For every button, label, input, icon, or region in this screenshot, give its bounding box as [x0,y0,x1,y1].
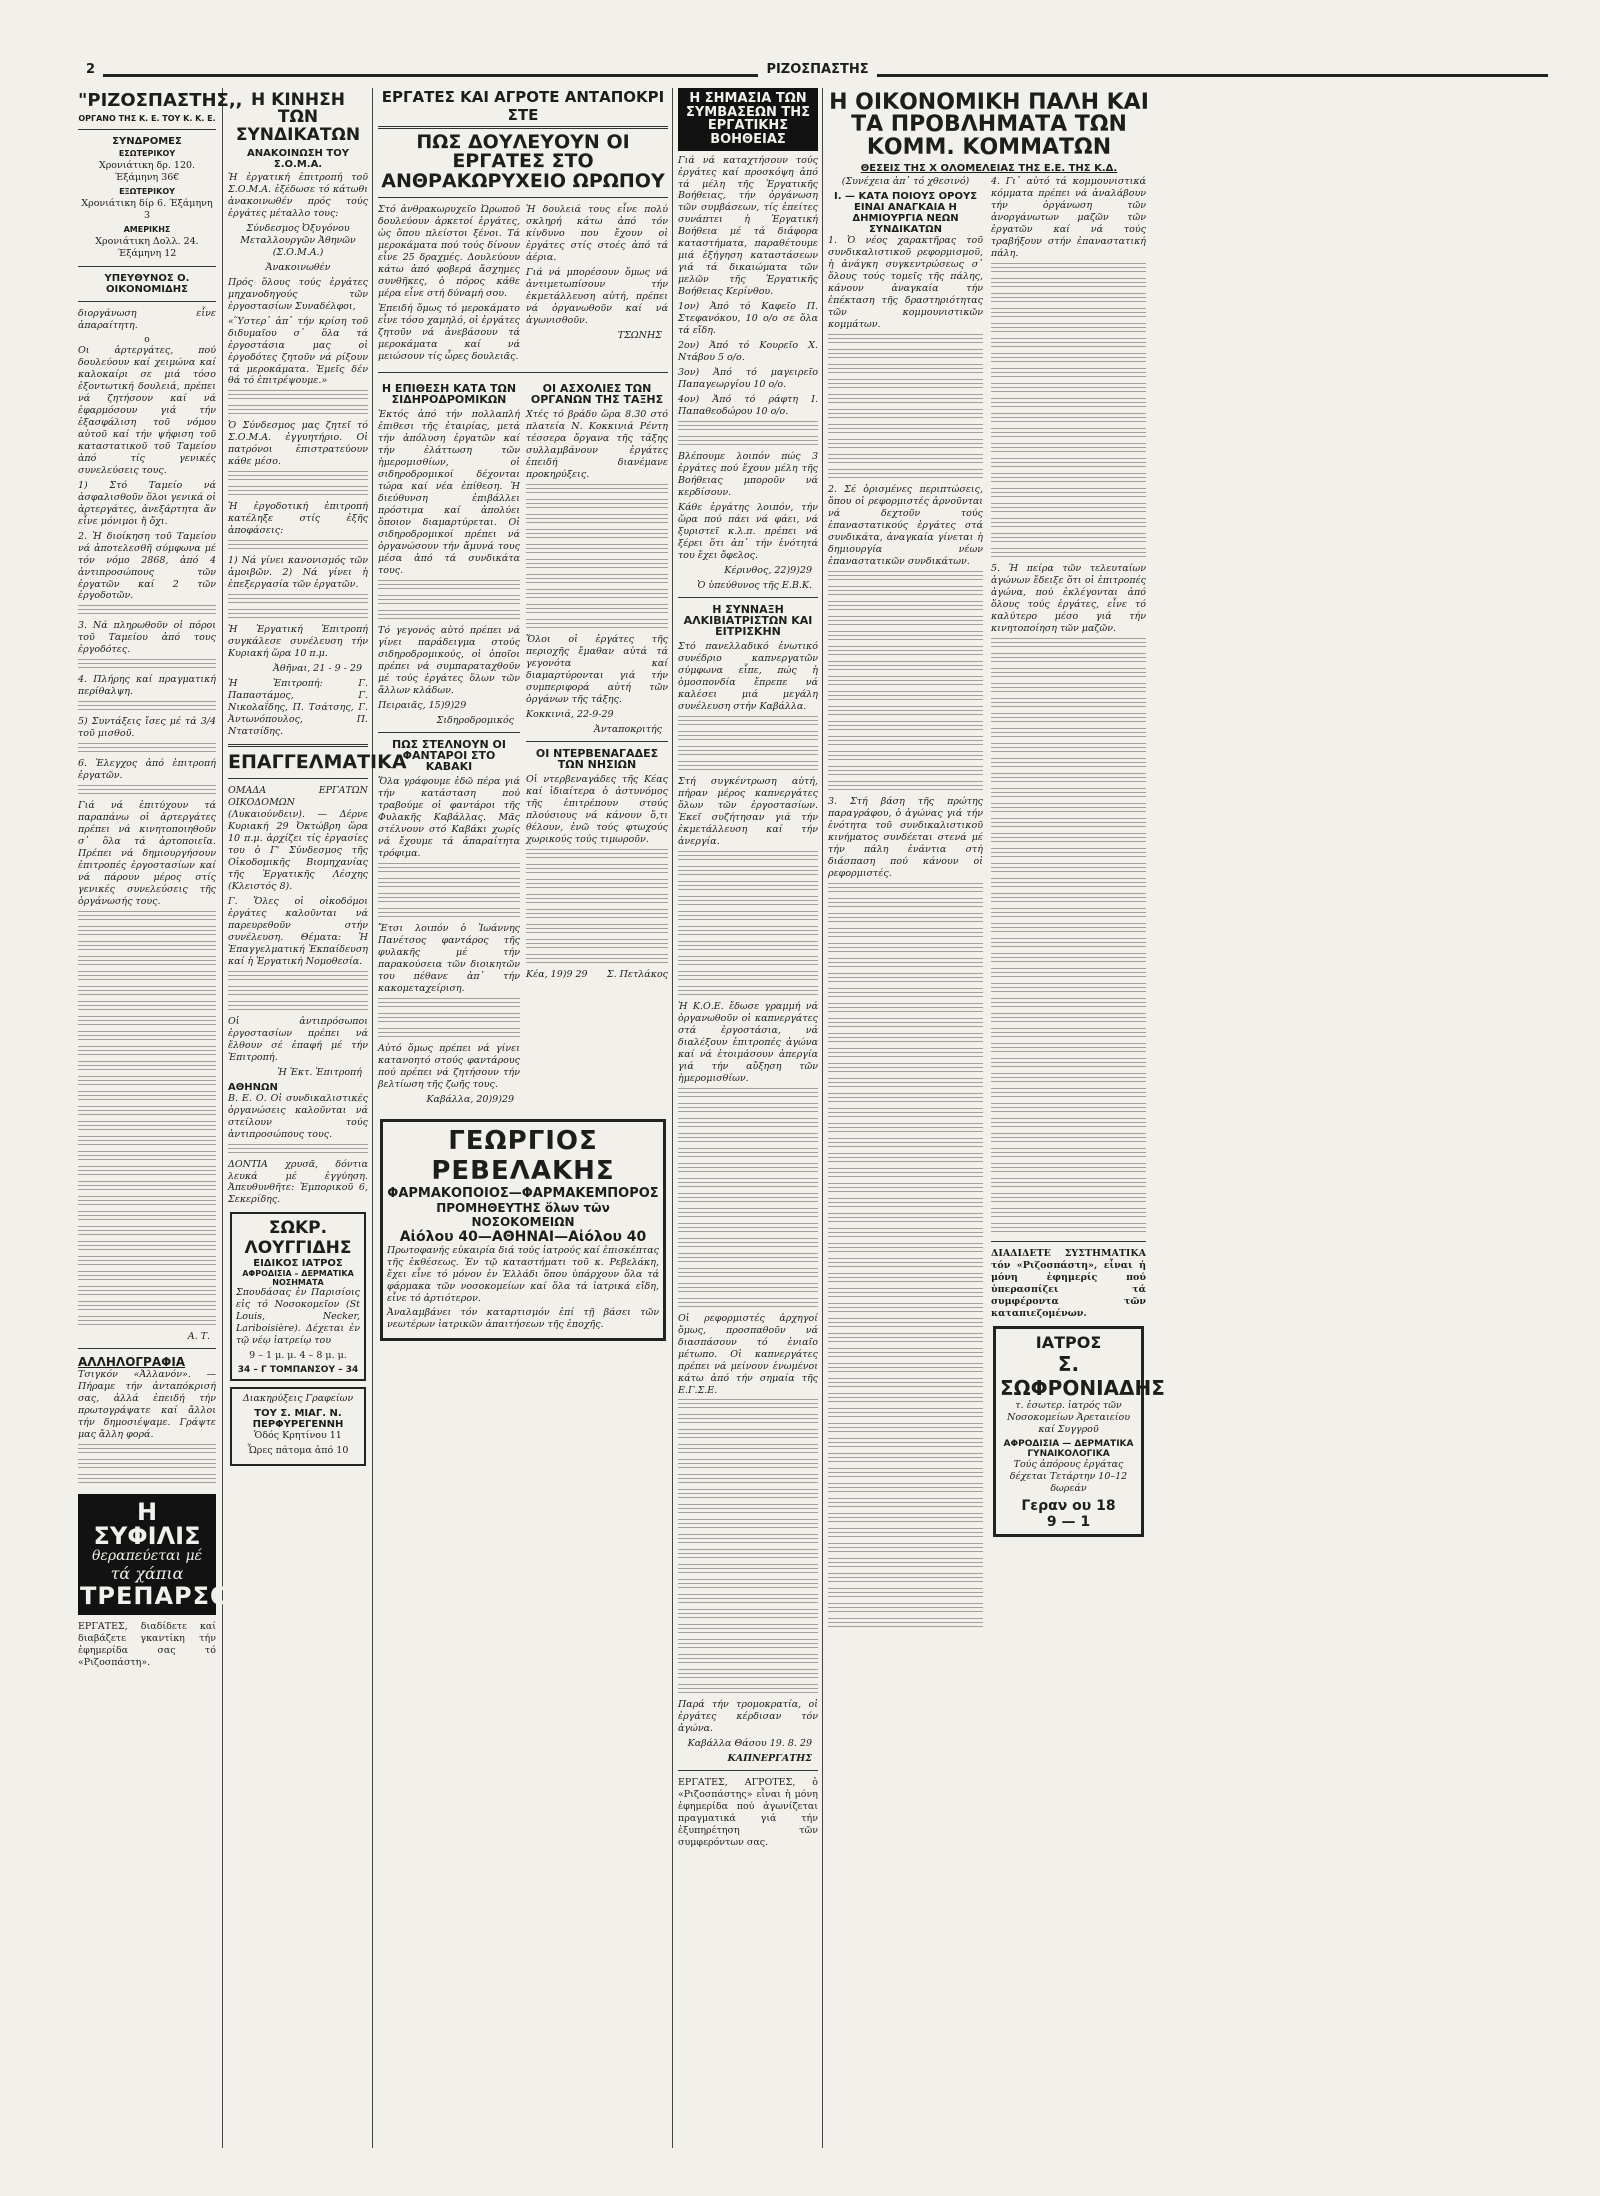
ad-address: 34 – Γ ΤΟΜΠΑΝΣΟΥ – 34 [237,1365,359,1376]
ad-text: τ. ἐσωτερ. ἰατρός τῶν Νοσοκομείων Ἀρεταιείου καί Συγγροῦ [1007,1399,1130,1435]
continuation-note: (Συνέχεια ἀπ᾿ τό χθεσινό) [841,176,970,188]
article-text: Ἐκτός ἀπό τήν πολλαπλή ἐπιθεσι τῆς ἐταιρίας, μετά τήν ἀπόλυση ἐργατῶν καί τήν ἐλάττωση τῶν ἡμερομισθίων, οἱ σιδηροδρομικοί δέχονται τώρα καί νέα ἐπίθεση. Ἡ διεύθυνση ἐπιβάλλει πρόστιμα καί ἀπολύει ὅποιον διαμαρτύρεται. Οἱ σιδηροδρομικοί πρέπει νά ὀργανώσουν τήν ἄμυνά τους μέσα ἀπό τά συνδικάτα τους. [378,409,520,576]
doctor-ad [993,1326,1165,1537]
article-text: 4. Γι᾿ αὐτό τά κομμουνιστικά κόμματα πρέπει νά ἀναλάβουν τήν ὀργάνωση τῶν ἀνοργάνωτων μαζῶν τῶν ἐργατῶν καί νά τούς τραβήξουν στήν ἐπαναστατική πάλη. [991,176,1146,260]
column-divider [672,88,673,2148]
subscriptions-heading: ΣΥΝΔΡΟΜΕΣ [112,136,182,148]
article-text: Γιά νά ἐπιτύχουν τά παραπάνω οἱ ἀρτεργάτες πρέπει νά κινητοποιηθοῦν σ᾿ ὅλα τά ἀρτοποιεῖα. Πρέπει νά δημιουργήσουν ἐπιτροπές ἐργοστασίων καί νά πάρουν μέρος στίς γενικές συνελεύσεις τῆς ὀργάνωσής τους. [78,800,216,907]
ad-text: Σπουδάσας ἐν Παρισίοις εἰς τό Νοσοκομεῖον (St Louis, Necker, Lariboisière). Δέχεται ἐν τῷ νέῳ ἰατρείῳ του [236,1287,360,1347]
article-text: Ἀνακοινωθέν [265,261,331,273]
article-text: Πρός ὅλους τούς ἐργάτες μηχανοδηγούς τῶν ἐργοστασίων Συναδέλφοι, [228,276,368,312]
signature: Σ. Πετλάκος [606,969,668,980]
article-text: Ἡ ἐργατική ἐπιτροπή τοῦ Σ.Ο.Μ.Α. ἐξέδωσε τό κάτωθι ἀνακοινωθέν πρός τούς ἐργάτες μέταλλο τους: [228,171,368,219]
list-item: 1ον) Ἀπό τό Καφεῖο Π. Στεφανόκου, 10 ο/ο σε ὅλα τά εἴδη. [678,301,818,337]
editor-line: ΥΠΕΥΘΥΝΟΣ Ο. ΟΙΚΟΝΟΜΙΔΗΣ [104,273,190,296]
dateline: Καβάλλα Θάσου 19. 8. 29 [687,1738,812,1750]
pharmacy-ad [380,1119,666,1342]
signature: Ἀθῆναι, 21 - 9 - 29 [273,663,362,675]
article-heading: ΟΙ ΝΤΕΡΒΕΝΑΓΑΔΕΣ ΤΩΝ ΝΗΣΙΩΝ [535,746,659,771]
banner-heading: ΕΡΓΑΤΕΣ ΚΑΙ ΑΓΡΟΤΕ ΑΝΤΑΠΟΚΡΙ ΣΤΕ [378,88,668,129]
article-text: Ἐπειδή ὅμως τό μεροκάματο εἶνε τόσο χαμηλό, οἱ ἐργάτες ζητοῦν νά ἀνεβάσουν τά μεροκάματα καί νά μειώσουν τίς ὧρες δουλειᾶς. [378,302,520,362]
section-heading: Η ΣΗΜΑΣΙΑ ΤΩΝ ΣΥΜΒΑΣΕΩΝ ΤΗΣ ΕΡΓΑΤΙΚΗΣ ΒΟΗΘΕΙΑΣ [678,88,818,151]
article-text: «Ὕστερ᾿ ἀπ᾿ τήν κρίση τοῦ διδυμαῖου σ᾿ ὅλα τά ἐργοστάσια μας οἱ ἐργοδότες ζητοῦν νά ρίξουν τά μεροκάματα. Ἐμεῖς δέν θά τό ἐπιτρέψουμε.» [228,315,368,387]
correspondence-heading: ΑΛΛΗΛΟΓΡΑΦΙΑ [78,1354,186,1369]
column-1: "ΡΙΖΟΣΠΑΣΤΗΣ,, ΟΡΓΑΝΟ ΤΗΣ Κ. Ε. ΤΟΥ Κ. Κ. Ε. ΣΥΝΔΡΟΜΕΣ ΕΣΩΤΕΡΙΚΟΥ Χρονιάτικη δρ. 120. Έξάμηνη 36€ ΕΞΩΤΕΡΙΚΟΥ Χρονιάτικη δίρ 6. Έξάμηνη 3 ΑΜΕΡΙΚΗΣ Χρονιάτικη Δολλ. 24. Έξάμηνη 12 ΥΠΕΥΘΥΝΟΣ Ο. ΟΙΚΟΝΟΜΙΔΗΣ διοργάνωση εἶνε ἀπαραίτητη. ο Οι ἀρτεργάτες, πού δουλεύουν καί χειμώνα καί καλοκαίρι σε μιά τόσο ἐξοντωτική δουλειά, πρέπει νά ζητήσουν καί νά ἐφαρμόσουν γιά τήν ἐξασφάλιση τοῦ νόμου αὐτοῦ καί τήν ψήφιση τοῦ καταστατικοῦ τοῦ Ταμείου ἀπό τίς γενικές συνελεύσεις τους. 1) Στό Ταμείο νά ἀσφαλισθοῦν ὅλοι γενικά οἱ ἀρτεργάτες, ἀνεξάρτητα ἄν εἶνε μόνιμοι ἤ ὄχι. 2. Ἡ διοίκηση τοῦ Ταμείου νά ἀποτελεσθῆ σύμφωνα μέ τόν νόμο 2868, ἀπό 4 ἀντιπροσώπους τῶν ἐργατῶν καί 2 τῶν ἐργοδοτῶν. 3. Νά πληρωθοῦν οἱ πόροι τοῦ Ταμείου ἀπό τους ἐργοδότες. 4. Πλήρης καί πραγματική περίθαλψη. 5) Συντάξεις ἴσες μέ τά 3/4 τοῦ μισθοῦ. 6. Ἐλεγχος ἀπό ἐπιτροπή ἐργατῶν. Γιά νά ἐπιτύχουν τά παραπάνω οἱ ἀρτεργάτες πρέπει νά κινητοποιηθοῦν σ᾿ ὅλα τά ἀρτοποιεῖα. Πρέπει νά δημιουργήσουν ἐπιτροπές ἐργοστασίων καί νά πάρουν μέρος στίς γενικές συνελεύσεις τῆς ὀργάνωσής τους. Α. Τ. ΑΛΛΗΛΟΓΡΑΦΙΑ Τσιγκόν «Ἀλλανόν». — Πήραμε τήν ἀνταπόκρισή σας, ἀλλά ἐπειδή τήν πρωτογράψατε καί ἄλλοι τήν δημοσιέψαμε. Γράψτε μας ἄλλη φορά. Η ΣΥΦΙΛΙΣ θεραπεύεται μέ τά χάπια ΤΡΕΠΑΡΣΟΛ ΕΡΓΑΤΕΣ, διαδίδετε καί διαβάζετε γκαντίκη τήν ἐφημερίδα σας τό «Ριζοσπάστη». [78,90,251,1668]
dateline: Κέα, 19)9 29 [526,969,588,980]
article-text: διοργάνωση εἶνε ἀπαραίτητη. [78,308,216,332]
office-ad [230,1387,366,1466]
ad-text: Διακηρύξεις Γραφείων [242,1393,354,1405]
article-text: Παρά τήν τρομοκρατία, οἱ ἐργάτες κέρδισαν τόν ἀγώνα. [678,1699,818,1735]
column-divider [222,88,223,2148]
article-text: 2. Σέ ὁρισμένες περιπτώσεις, ὅπου οἱ ρεφορμιστές ἀρνοῦνται νά δεχτοῦν τούς ἐπαναστατικούς ἐργάτες στά συνδικάτα, ἀναγκαία γίνεται ἡ δημιουργία νέων ἐπαναστατικῶν συνδικάτων. [828,484,983,567]
article-text: 1) Νά γίνει κανονισμός τῶν ἀμοιβῶν. 2) Νά γίνει ἡ ἐπεξεργασία τῶν ἐργατῶν. [228,555,368,591]
article-item: 2. Ἡ διοίκηση τοῦ Ταμείου νά ἀποτελεσθῆ σύμφωνα μέ τόν νόμο 2868, ἀπό 4 ἀντιπροσώπους τῶν ἐργατῶν καί 2 τῶν ἐργοδοτῶν. [78,530,216,602]
article-text: Ἔτσι λοιπόν ὁ Ἰωάννης Πανέτσος φαντάρος τῆς φυλακῆς μέ τήν παρακούσεια τῶν διοικητῶν του πέθανε ἀπ᾿ τήν κακομεταχείριση. [378,922,520,994]
article-text: Β. Ε. Ο. Οἱ συνδικαλιστικές ὀργανώσεις καλοῦνται νά στείλουν τούς ἀντιπροσώπους τους. [228,1092,368,1140]
subsection-title: ΑΘΗΝΩΝ [228,1081,278,1093]
article-text: Γ. Ὅλες οἱ οἰκοδόμοι ἐργάτες καλοῦνται νά παρευρεθοῦν στήν συνέλευση. Θέματα: Ἡ Ἐπαγγελματική Ἐκπαίδευση καί ἡ Ἐργατική Νομοθεσία. [228,895,368,967]
ad-address: Αἰόλου 40—ΑΘΗΝΑΙ—Αἰόλου 40 [399,1228,647,1245]
section-subheading: ΑΝΑΚΟΙΝΩΣΗ ΤΟΥ Σ.Ο.Μ.Α. [247,147,349,170]
article-text: Ἡ δουλειά τους εἶνε πολύ σκληρή κάτω ἀπό τόν κίνδυνο που ἔχουν οἱ ἐργάτες στίς στοές ἀπό τά ἀέρια. [526,204,668,263]
column-3 [378,88,668,2148]
subscription-text: Χρονιάτικη δίρ 6. Έξάμηνη 3 [81,198,213,222]
signature: Α. Τ. [187,1330,210,1342]
signature: ΤΣΩΝΗΣ [617,329,662,341]
section-title: Ι. — ΚΑΤΑ ΠΟΙΟΥΣ ΟΡΟΥΣ ΕΙΝΑΙ ΑΝΑΓΚΑΙΑ Η ΔΗΜΙΟΥΡΓΙΑ ΝΕΩΝ ΣΥΝΔΙΚΑΤΩΝ [833,191,978,236]
signature: ΚΑΠΝΕΡΓΑΤΗΣ [727,1753,812,1765]
article-heading: Η ΣΥΝΝΑΞΗ ΑΛΚΙΒΙΑΤΡΙΣΤΩΝ ΚΑΙ ΕΙΤΡΙΣΚΗΝ [683,602,813,639]
article-item: 1) Στό Ταμείο νά ἀσφαλισθοῦν ὅλοι γενικά οἱ ἀρτεργάτες, ἀνεξάρτητα ἄν εἶνε μόνιμοι ἤ ὄχι. [78,479,216,527]
article-text: Γιά νά καταχτήσουν τούς ἐργάτες καί προσκόψη ἀπό τά μέλη τῆς Ἐργατικῆς Βοήθειας, τήν ὀργάνωση τῶν συμβάσεων, τίς ἐπείτες συνάπτει ἡ Ἐργατική Βοήθεια μέ τά διάφορα καταστήματα, παραθέτουμε μιά ἐξήγηση καταστάσεων γιά τά δικαιώματα τῶν μελῶν τῆς Ἐργατικῆς Βοήθειας Κερίνθου. [678,154,818,298]
ad-info: Τούς ἀπόρους ἐργάτας δέχεται Τετάρτην 10–12 δωρεάν [1009,1458,1128,1494]
syphilis-ad [78,1494,251,1615]
signature: Ἡ Ἐκτ. Ἐπιτροπή [277,1066,362,1078]
article-text: Κάθε ἐργάτης λοιπόν, τήν ὥρα πού πάει νά φάει, νά ξυριστεῖ κ.λ.π. πρέπει νά ξέρει ὅτι ἀπ᾿ τήν ἑνότητά του ἔχει ὄφελος. [678,501,818,561]
article-item: 4. Πλήρης καί πραγματική περίθαλψη. [78,674,216,698]
ad-hours: 9 – 1 μ. μ. 4 – 8 μ. μ. [249,1350,347,1362]
masthead [78,58,1548,80]
article-text: Ἡ Κ.Ο.Ε. ἔδωσε γραμμή νά ὀργανωθοῦν οἱ καπνεργάτες στά ἐργοστάσια, νά διαλέξουν ἐπιτροπές ἀγώνα καί νά ἑτοιμάσουν ἀπεργία γιά τήν αὔξηση τῶν ἡμερομισθίων. [678,1000,818,1084]
article-text: ΟΜΑΔΑ ΕΡΓΑΤΩΝ ΟΙΚΟΔΟΜΩΝ (Λυκαιούνδειν). — Δέρνε Κυριακή 29 Ὀκτώβρη ὥρα 10 π.μ. ἀρχίζει τίς ἐργασίες του ὁ Γ' Σύνδεσμος τῆς Οἰκοδομικῆς Βιομηχανίας τῆς Ἐργατικῆς Λέσχης (Κλειστός 8). [228,785,368,893]
ad-subtitle: ΕΙΔΙΚΟΣ ΙΑΤΡΟΣ [253,1258,343,1270]
section-heading: Η ΚΙΝΗΣΗ ΤΩΝ ΣΥΝΔΙΚΑΤΩΝ [235,90,361,145]
article-text: Στή συγκέντρωση αὐτή, πήραν μέρος καπνεργάτες ὅλων τῶν ἐργοστασίων. Ἐκεῖ συζήτησαν γιά τήν ἐκμετάλλευση καί τήν ἀνεργία. [678,776,818,847]
column-5 [828,88,1165,2148]
article-text: Οἱ ντερβεναγάδες τῆς Κέας καί ἰδιαίτερα ὁ ἀστυνόμος τῆς ἐπιτρέπουν στούς πλούσιους νά κάνουν ὅ,τι θέλουν, ἐνῶ τούς φτωχούς χωρικούς τούς τιμωροῦν. [526,774,668,846]
article-text: Οἱ ρεφορμιστές ἀρχηγοί ὅμως, προσπαθοῦν νά διασπάσουν τό ἑνιαῖο μέτωπο. Οἱ καπνεργάτες πρέπει νά μείνουν ἑνωμένοι κάτω ἀπό τήν σημαία τῆς Ε.Γ.Σ.Ε. [678,1312,818,1396]
article-heading: ΠΩΣ ΣΤΕΛΝΟΥΝ ΟΙ ΦΑΝΤΑΡΟΙ ΣΤΟ ΚΑΒΑΚΙ [392,737,506,773]
signature: Σιδηροδρομικός [436,714,514,726]
ad-text: Ἀναλαμβάνει τόν καταρτισμόν ἐπί τῇ βάσει τῶν νεωτέρων ἰατρικῶν ἀπαιτήσεων τῆς ἐποχῆς. [387,1307,659,1331]
ad-specialty: ΑΦΡΟΔΙΣΙΑ – ΔΕΡΜΑΤΙΚΑ ΝΟΣΗΜΑΤΑ [242,1269,354,1288]
column-divider [372,88,373,2148]
list-item: 4ον) Ἀπό τό ράφτη Ι. Παπαθεοδώρου 10 ο/ο. [678,393,818,417]
subscription-text: Χρονιάτικη δρ. 120. Έξάμηνη 36€ [98,160,196,184]
section-heading: ΕΠΑΓΓΕΛΜΑΤΙΚΑ [228,750,407,773]
article-text: Ὁ Σύνδεσμος μας ζητεῖ τό Σ.Ο.Μ.Α. ἐγγυητήριο. Οἱ πατρόνοι ἐπιστρατεύουν κάθε μέσο. [228,420,368,468]
subscription-label: ΕΣΩΤΕΡΙΚΟΥ [118,149,176,159]
article-text: Σύνδεσμος Ὀξυγόνου Μεταλλουργῶν Ἀθηνῶν (Σ.Ο.Μ.Α.) [240,222,356,258]
article-text: 1. Ὁ νέος χαρακτῆρας τοῦ συνδικαλιστικοῦ ρεφορμισμοῦ, ἡ ἀνάγκη συγκεντρώσεως σ᾿ ὅλους τούς τομεῖς τῆς πάλης, κάνουν ἀναγκαία τήν ἐπέκταση τῆς δραστηριότητας τῶν κομμουνιστικῶν κομμάτων. [828,235,983,331]
ad-name: ΓΕΩΡΓΙΟΣ ΡΕΒΕΛΑΚΗΣ [431,1125,615,1186]
article-heading: ΟΙ ΑΣΧΟΛΙΕΣ ΤΩΝ ΟΡΓΑΝΩΝ ΤΗΣ ΤΑΞΗΣ [530,381,664,406]
article-item: 3. Νά πληρωθοῦν οἱ πόροι τοῦ Ταμείου ἀπό τους ἐργοδότες. [78,620,216,656]
article-text: Ὅλοι οἱ ἐργάτες τῆς περιοχῆς ἔμαθαν αὐτά τά γεγονότα καί διαμαρτύρονται γιά τήν συμπεριφορά αὐτή τῶν ὀργάνων τῆς τάξης. [526,633,668,705]
ad-hours: Ὧρες πάτομα ἀπό 10 [247,1445,349,1457]
signature: Ἀνταποκριτής [593,723,662,735]
ad-address: Γεραν ου 18 [1021,1497,1116,1514]
article-text: Ἡ Ἐργατική Ἐπιτροπή συγκάλεσε συνέλευση τήν Κυριακή ὥρα 10 π.μ. [228,624,368,660]
article-text: Βλέπουμε λοιπόν πώς 3 ἐργάτες πού ἔχουν μέλη τῆς Βοήθειας μποροῦν νά κερδίσουν. [678,450,818,498]
article-text: Ἡ Ἐπιτροπή: Γ. Παπαστάμος, Γ. Νικολαΐδης, Π. Τσάτσης, Γ. Ἀντωνόπουλος, Π. Ντατσίδης. [228,678,368,737]
column-4 [678,88,818,2148]
closing-text: ΕΡΓΑΤΕΣ, διαδίδετε καί διαβάζετε γκαντίκη τήν ἐφημερίδα σας τό «Ριζοσπάστη». [78,1621,216,1668]
dateline: Καβάλλα, 20)9)29 [426,1093,514,1105]
article-text: Οι ἀρτεργάτες, πού δουλεύουν καί χειμώνα καί καλοκαίρι σε μιά τόσο ἐξοντωτική δουλειά, πρέπει νά ζητήσουν καί νά ἐφαρμόσουν γιά τήν ἐξασφάλιση τοῦ νόμου αὐτοῦ καί τήν ψήφιση τοῦ καταστατικοῦ τοῦ Ταμείου ἀπό τίς γενικές συνελεύσεις τους. [78,345,216,476]
list-item: 3ον) Ἀπό τό μαγειρεῖο Παπαγεωργίου 10 ο/ο. [678,367,818,390]
article-subheading: ΘΕΣΕΙΣ ΤΗΣ Χ ΟΛΟΜΕΛΕΙΑΣ ΤΗΣ Ε.Ε. ΤΗΣ Κ.Δ. [860,163,1118,175]
ad-line: τά χάπια [110,1563,184,1583]
ad-line: θεραπεύεται μέ [91,1547,203,1564]
article-text: Στό πανελλαδικό ἑνωτικό συνέδριο καπνεργατῶν σύμφωνα εἶπε, πώς ἡ ὁμοσπονδία ἔπρεπε νά καλέσει μιά μεγάλη συνέλευση στήν Καβάλλα. [678,641,818,713]
ad-name: Σ. ΣΩΦΡΟΝΙΑΔΗΣ [1000,1351,1165,1400]
article-text: Ἡ ἐργοδοτική ἐπιτροπή κατέληξε στίς ἐξῆς ἀποφάσεις: [228,501,368,537]
article-item: 6. Ἐλεγχος ἀπό ἐπιτροπή ἐργατῶν. [78,758,216,782]
ad-name: ΣΩΚΡ. ΛΟΥΓΓΙΔΗΣ [244,1218,352,1259]
subscription-text: Χρονιάτικη Δολλ. 24. Έξάμηνη 12 [95,236,199,260]
ad-name: ΤΟΥ Σ. ΜΙΑΓ. Ν. ΠΕΡΦΥΡΕΓΕΝΝΗ [252,1408,344,1431]
closing-box: ΔΙΑΔΙΔΕΤΕ ΣΥΣΤΗΜΑΤΙΚΑ τόν «Ριζοσπάστη», εἶναι ἡ μόνη ἐφημερίς πού ὑπερασπίζει τά συμφέροντα τῶν καταπιεζομένων. [991,1247,1146,1319]
ad-hours: 9 — 1 [1046,1513,1091,1530]
closing-text: ΕΡΓΑΤΕΣ, ΑΓΡΟΤΕΣ, ὁ «Ριζοσπάστης» εἶναι ἡ μόνη ἐφημερίδα πού ἀγωνίζεται πραγματικά γιά τήν ἐξυπηρέτηση τῶν συμφερόντων σας. [678,1777,818,1849]
article-text: Στό ἀνθρακωρυχεῖο Ὠρωποῦ δουλεύουν ἀρκετοί ἐργάτες, ὡς ὄπου πλείστοι ξένοι. Τά μεροκάματα πού τούς δίνουν εἶνε 25 δραχμές. Δουλεύουν κάτω ἀπό φοβερά ἄσχημες συνθῆκες, ὁ πόρος κάθε μέρα εἶνε στή δύναμή σου. [378,204,520,299]
masthead-title: ΡΙΖΟΣΠΑΣΤΗΣ [758,62,876,77]
dateline: Κέρινθος, 22)9)29 [724,564,812,576]
article-heading: Η ΕΠΙΘΕΣΗ ΚΑΤΑ ΤΩΝ ΣΙΔΗΡΟΔΡΟΜΙΚΩΝ [381,381,517,406]
ad-brand: ΤΡΕΠΑΡΣΟΛ [80,1581,251,1610]
article-text: Γιά νά μπορέσουν ὅμως νά ἀντιμετωπίσουν τήν ἐκμετάλλευση αὐτή, πρέπει νά ὀργανωθοῦν καί νά ἀγωνισθοῦν. [526,266,668,326]
subscription-label: ΕΞΩΤΕΡΙΚΟΥ [119,187,175,197]
ad-subtitle: ΦΑΡΜΑΚΟΠΟΙΟΣ—ΦΑΡΜΑΚΕΜΠΟΡΟΣ [387,1185,659,1201]
ad-address: Ὁδός Κρητίνου 11 [254,1430,342,1442]
correspondence-text: Τσιγκόν «Ἀλλανόν». — Πήραμε τήν ἀνταπόκρισή σας, ἀλλά ἐπειδή τήν πρωτογράψατε καί ἄλλοι τήν δημοσιέψαμε. Γράψτε μας ἄλλη φορά. [78,1368,216,1440]
article-heading: Η ΟΙΚΟΝΟΜΙΚΗ ΠΑΛΗ ΚΑΙ ΤΑ ΠΡΟΒΛΗΜΑΤΑ ΤΩΝ ΚΟΜΜ. ΚΟΜΜΑΤΩΝ [829,90,1149,160]
article-item: 5) Συντάξεις ἴσες μέ τά 3/4 τοῦ μισθοῦ. [78,716,216,740]
article-text: 5. Ἡ πείρα τῶν τελευταίων ἀγώνων ἔδειξε ὅτι οἱ ἐπιτροπές ἀγώνα, πού ἐκλέγονται ἀπό ὅλους τούς ἐργάτες, εἶνε τό καλύτερο μέσο γιά τήν κινητοποίηση τῶν μαζῶν. [991,563,1146,634]
dateline: Κοκκινιά, 22-9-29 [526,708,614,720]
ad-line: Η ΣΥΦΙΛΙΣ [93,1497,201,1550]
ad-subtitle: ΠΡΟΜΗΘΕΥΤΗΣ ὅλων τῶν ΝΟΣΟΚΟΜΕΙΩΝ [436,1200,610,1229]
article-text: Χτές τό βράδυ ὥρα 8.30 στό πλατεία Ν. Κοκκινιά Ρέντη τέσσερα ὄργανα τῆς τάξης συλλαμβάνουν ἐργάτες ἐπειδή διανέμανε προκηρύξεις. [526,409,668,480]
article-text: Ὅλα γράφουμε ἐδῶ πέρα γιά τήν κατάσταση πού τραβούμε οἱ φαντάροι τῆς Φυλακῆς Καβάλλας. Μᾶς στέλνουν στό Καβάκι χωρίς νά ἔχουμε τά ἀπαραίτητα τρόφιμα. [378,776,520,859]
article-text: Τό γεγονός αὐτό πρέπει νά γίνει παράδειγμα στούς σιδηροδρομικούς, οἱ ὁποῖοι πρέπει νά συμπαραταχθοῦν μέ τούς ἐργάτες ὅλων τῶν ἄλλων κλάδων. [378,624,520,696]
list-item: 2ον) Ἀπό τό Κουρεῖο Χ. Ντάβου 5 ο/ο. [678,340,818,364]
doctor-ad [230,1212,366,1381]
ad-text: Πρωτοφανής εὐκαιρία διά τούς ἰατρούς καί ἐπισκέπτας τῆς ἐκθέσεως. Ἐν τῷ καταστήματι τοῦ κ. Ρεβελάκη, ἔχει εἶνε τό μόνον ἐν Ἑλλάδι ὅπου ὑπάρχουν ὅλα τά φάρμακα τῶν νοσοκομείων καί ὅλα τά ἰατρικά εἴδη, εἶνε τό ἀρτιότερον. [387,1244,659,1304]
ad-specialty: ΑΦΡΟΔΙΣΙΑ — ΔΕΡΜΑΤΙΚΑ ΓΥΝΑΙΚΟΛΟΓΙΚΑ [1003,1438,1134,1459]
article-heading: ΠΩΣ ΔΟΥΛΕΥΟΥΝ ΟΙ ΕΡΓΑΤΕΣ ΣΤΟ ΑΝΘΡΑΚΩΡΥΧΕΙΟ ΩΡΩΠΟΥ [381,131,665,192]
ad-title: ΙΑΤΡΟΣ [1035,1332,1102,1352]
article-text: Αὐτό ὅμως πρέπει νά γίνει κατανοητό στούς φαντάρους πού πρέπει νά ζητήσουν τήν βελτίωση τῆς ζωῆς τους. [378,1042,520,1090]
page-number: 2 [78,62,103,77]
signature: Ὁ ὑπεύθυνος τῆς Ε.Β.Κ. [697,579,812,591]
paper-subtitle: ΟΡΓΑΝΟ ΤΗΣ Κ. Ε. ΤΟΥ Κ. Κ. Ε. [78,114,216,124]
article-text: ΔΟΝΤΙΑ χρυσᾶ, δόντια λευκά μέ ἐγγύηση. Ἀπευθυνθῆτε: Ἐμπορικοῦ 6, Σεκερίδης. [228,1158,368,1206]
column-divider [822,88,823,2148]
article-text: Οἱ ἀντιπρόσωποι ἐργοστασίων πρέπει νά ἔλθουν σέ ἐπαφή μέ τήν Ἐπιτροπή. [228,1015,368,1063]
column-2 [228,88,407,2148]
paper-title: "ΡΙΖΟΣΠΑΣΤΗΣ,, [78,90,243,111]
article-text: 3. Στή βάση τῆς πρώτης παραγράφου, ὁ ἀγώνας γιά τήν ἑνότητα τοῦ συνδικαλιστικοῦ κινήματος συνδέεται στενά μέ τήν πάλη ἐνάντια στή διάσπαση πού κάνουν οἱ ρεφορμιστές. [828,795,983,879]
dateline: Πειραιᾶς, 15)9)29 [378,699,467,711]
subscription-label: ΑΜΕΡΙΚΗΣ [123,225,171,235]
